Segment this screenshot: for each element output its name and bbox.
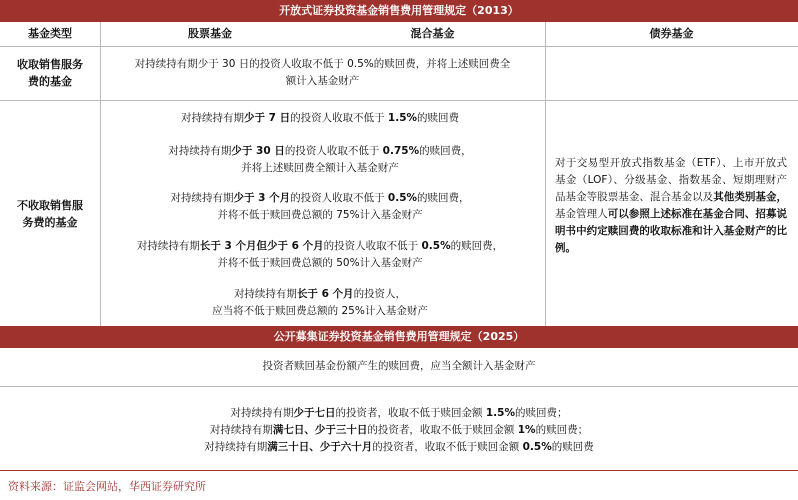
row-label-line: 费的基金 (28, 75, 72, 88)
rule-line: 额计入基金财产 (285, 75, 360, 87)
row-label-no-service-fee (0, 197, 100, 231)
banner-2013: 开放式证券投资基金销售费用管理规定（2013） (0, 0, 798, 22)
header-bond-fund: 债券基金 (545, 22, 798, 47)
row-label-service-fee (0, 56, 100, 90)
divider (0, 386, 798, 387)
header-stock-fund: 股票基金 (100, 22, 320, 47)
rule-2025-full-credit: 投资者赎回基金份额产生的赎回费，应当全额计入基金财产 (262, 360, 536, 372)
row-label-line: 不收取销售服 (17, 199, 83, 212)
row-label-line: 收取销售服务 (17, 58, 83, 71)
rule-3-to-6-months: 对持续持有期长于 3 个月但少于 6 个月的投资人收取不低于 0.5%的赎回费， 并将不低于赎回费总额的 50%计入基金财产 (136, 240, 504, 269)
header-fund-type: 基金类型 (0, 22, 100, 47)
rule-less-3-months: 对持续持有期少于 3 个月的投资人收取不低于 0.5%的赎回费， 并将不低于赎回费总额的 75%计入基金财产 (170, 192, 470, 221)
header-mixed-fund: 混合基金 (320, 22, 545, 47)
bond-fund-row1-empty (545, 56, 798, 96)
banner-2025: 公开募集证券投资基金销售费用管理规定（2025） (0, 326, 798, 348)
rule-less-7-days: 对持续持有期少于 7 日的投资人收取不低于 1.5%的赎回费 (180, 112, 460, 124)
source-note: 资料来源：证监会网站，华西证券研究所 (8, 480, 206, 493)
rule-2025-30-days-to-6-months: 对持续持有期满三十日、少于六十月的投资者，收取不低于赎回金额 0.5%的赎回费 (204, 441, 594, 453)
divider (0, 470, 798, 471)
rule-less-30-days: 对持续持有期少于 30 日的投资人收取不低于 0.75%的赎回费， 并将上述赎回费全额计入基金财产 (168, 145, 472, 174)
row-label-line: 务费的基金 (22, 216, 78, 229)
bond-fund-rule: 对于交易型开放式指数基金（ETF）、上市开放式基金（LOF）、分级基金、指数基金、短期理财产品基金等股票基金、混合基金以及其他类别基金，基金管理人可以参照上述标准在基金合同、招募说明书中约定赎回费的收取标准和计入基金财产的比例。 (555, 157, 788, 254)
rule-2025-7-to-30-days: 对持续持有期满七日、少于三十日的投资者，收取不低于赎回金额 1%的赎回费； (209, 424, 589, 436)
rule-2025-less-7-days: 对持续持有期少于七日的投资者，收取不低于赎回金额 1.5%的赎回费； (230, 407, 568, 419)
service-fee-rule (100, 56, 545, 90)
divider (0, 100, 798, 101)
rule-line: 对持续持有期少于 30 日的投资人收取不低于 0.5%的赎回费，并将上述赎回费全 (134, 58, 511, 70)
rule-over-6-months: 对持续持有期长于 6 个月的投资人， 应当将不低于赎回费总额的 25%计入基金财产 (212, 288, 428, 317)
